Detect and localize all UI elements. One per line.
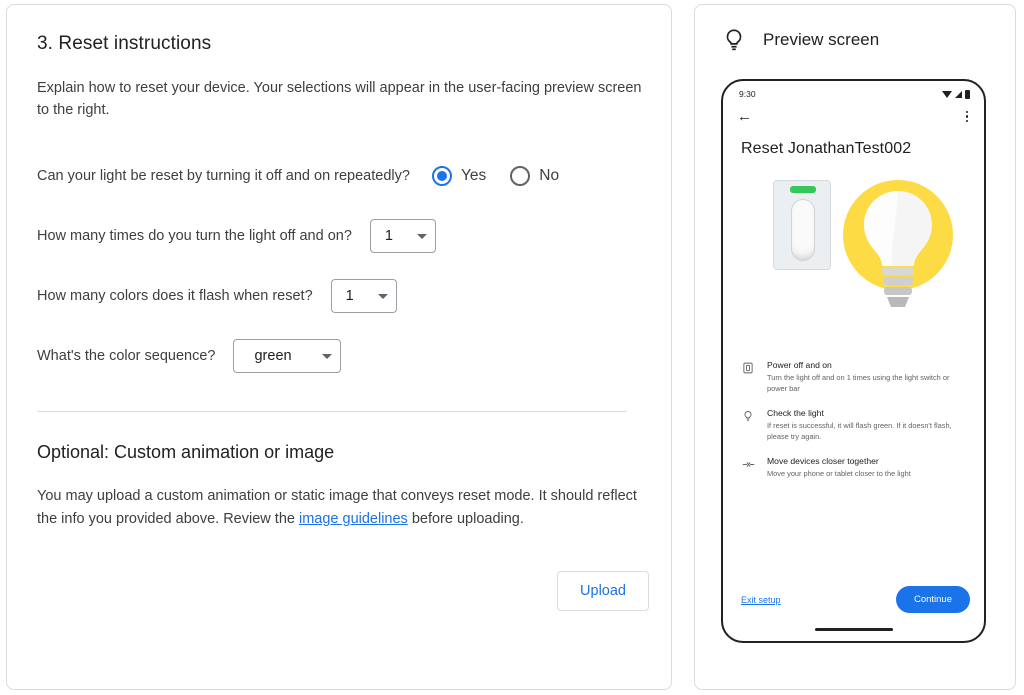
- step-body: Move your phone or tablet closer to the light: [767, 469, 911, 478]
- optional-section-description: [37, 485, 649, 531]
- chevron-down-icon: [322, 354, 332, 359]
- radio-circle-icon: [510, 166, 530, 186]
- image-guidelines-link[interactable]: image guidelines: [298, 511, 408, 527]
- more-vertical-icon[interactable]: [966, 111, 969, 123]
- lightbulb-graphic: [843, 173, 953, 343]
- divider: [37, 411, 627, 412]
- wifi-icon: [942, 91, 952, 98]
- section-description: Explain how to reset your device. Your selections will appear in the user-facing preview screen to the right.: [37, 80, 642, 118]
- home-indicator: [815, 628, 893, 631]
- exit-setup-link[interactable]: Exit setup: [741, 594, 781, 605]
- optional-desc-before: You may upload a custom animation or static image that conveys reset mode. It should reflect the info you provided above. Review the: [37, 488, 637, 527]
- optional-desc-after: before uploading.: [407, 511, 524, 527]
- question-color-sequence: [37, 339, 649, 373]
- switch-led-indicator: [790, 186, 816, 193]
- light-switch-graphic: [773, 180, 831, 270]
- radio-circle-icon: [432, 166, 452, 186]
- step-title: Move devices closer together: [767, 456, 879, 466]
- upload-button[interactable]: Upload: [557, 571, 649, 611]
- radio-label-no: No: [539, 167, 560, 184]
- phone-footer: [723, 586, 984, 613]
- step-title: Check the light: [767, 408, 824, 418]
- question-reset-repeatedly: [37, 159, 649, 193]
- phone-preview: [721, 79, 986, 643]
- status-time: 9:30: [739, 89, 756, 99]
- reset-instructions-card: [6, 4, 672, 690]
- step-item: [739, 360, 970, 394]
- select-flash-colors[interactable]: [331, 279, 397, 313]
- lightbulb-icon: [739, 408, 757, 442]
- preview-title: Preview screen: [763, 30, 880, 49]
- phone-status-bar: [723, 81, 984, 99]
- chevron-down-icon: [417, 234, 427, 239]
- upload-row: [557, 571, 649, 611]
- step-item: [739, 408, 970, 442]
- power-switch-icon: [739, 360, 757, 394]
- radio-label-yes: Yes: [460, 167, 487, 184]
- reset-steps-list: [723, 350, 984, 479]
- question-label: Can your light be reset by turning it off and on repeatedly?: [37, 168, 410, 184]
- step-item: [739, 456, 970, 479]
- select-value: green: [254, 348, 292, 364]
- step-body: Turn the light off and on 1 times using the light switch or power bar: [767, 373, 950, 393]
- question-times-off-on: [37, 219, 649, 253]
- move-closer-icon: [739, 456, 757, 479]
- select-times-off-on[interactable]: [370, 219, 436, 253]
- back-arrow-icon[interactable]: ←: [737, 108, 752, 125]
- continue-button[interactable]: Continue: [896, 586, 970, 613]
- question-label: How many colors does it flash when reset?: [37, 288, 313, 304]
- page-title: 3. Reset instructions: [37, 33, 212, 54]
- reset-illustration: [723, 168, 984, 350]
- question-label: How many times do you turn the light off and on?: [37, 228, 352, 244]
- step-body: If reset is successful, it will flash green. If it doesn't flash, please try again.: [767, 421, 952, 441]
- signal-icon: [955, 91, 962, 98]
- phone-screen-title: Reset JonathanTest002: [741, 140, 912, 157]
- switch-toggle-graphic: [791, 199, 815, 261]
- preview-card: [694, 4, 1016, 690]
- phone-top-bar: [723, 99, 984, 124]
- select-value: 1: [345, 288, 354, 304]
- chevron-down-icon: [378, 294, 388, 299]
- question-flash-colors: [37, 279, 649, 313]
- preview-header: [695, 27, 1015, 53]
- question-label: What's the color sequence?: [37, 348, 216, 364]
- optional-section-title: Optional: Custom animation or image: [37, 442, 335, 462]
- radio-option-yes[interactable]: [432, 166, 486, 186]
- step-title: Power off and on: [767, 360, 832, 370]
- radio-group-reset-repeatedly: [432, 166, 583, 186]
- step-text: [767, 360, 970, 394]
- lightbulb-icon: [721, 27, 747, 53]
- step-text: [767, 456, 970, 479]
- step-text: [767, 408, 970, 442]
- battery-icon: [965, 90, 970, 99]
- select-color-sequence[interactable]: [233, 339, 341, 373]
- select-value: 1: [384, 228, 393, 244]
- status-icons: [942, 90, 970, 99]
- radio-option-no[interactable]: [510, 166, 559, 186]
